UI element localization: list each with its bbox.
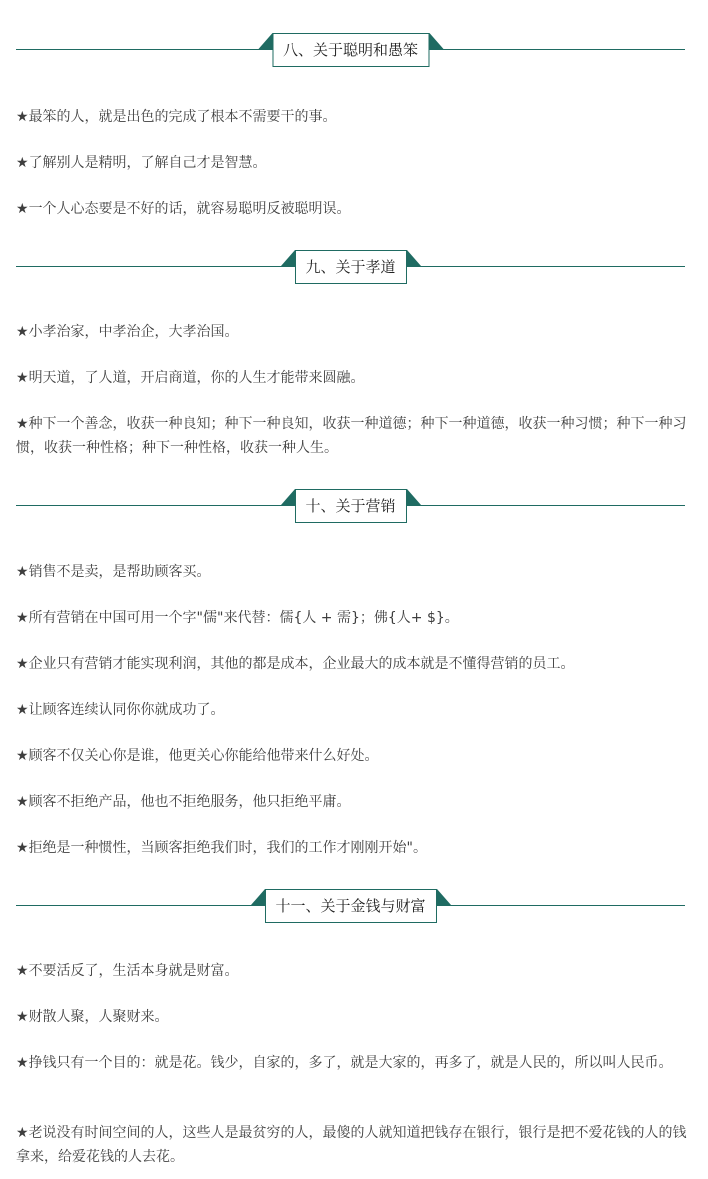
star-icon: ★ [16, 1125, 29, 1141]
star-icon: ★ [16, 564, 29, 580]
section-title: 十、关于营销 [294, 489, 406, 523]
heading-badge [258, 33, 443, 67]
list-item: ★销售不是卖，是帮助顾客买。 [16, 564, 211, 580]
star-icon: ★ [16, 109, 29, 125]
badge-left-tab [280, 489, 294, 505]
badge-right-tab [407, 489, 421, 505]
section-heading-9 [16, 250, 685, 284]
list-item: ★种下一个善念，收获一种良知；种下一种良知，收获一种道德；种下一种道德，收获一种习惯；种下一种习惯，收获一种性格；种下一种性格，收获一种人生。 [16, 416, 687, 456]
list-item: ★小孝治家，中孝治企，大孝治国。 [16, 324, 239, 340]
list-item: ★顾客不拒绝产品，他也不拒绝服务，他只拒绝平庸。 [16, 794, 351, 810]
badge-right-tab [407, 250, 421, 266]
badge-left-tab [280, 250, 294, 266]
section-title: 十一、关于金钱与财富 [264, 889, 436, 923]
star-icon: ★ [16, 656, 29, 672]
list-item: ★了解别人是精明，了解自己才是智慧。 [16, 155, 267, 171]
badge-left-tab [250, 889, 264, 905]
star-icon: ★ [16, 963, 29, 979]
list-item: ★一个人心态要是不好的话，就容易聪明反被聪明误。 [16, 201, 351, 217]
star-icon: ★ [16, 840, 29, 856]
star-icon: ★ [16, 370, 29, 386]
heading-badge [280, 489, 420, 523]
star-icon: ★ [16, 1055, 29, 1071]
list-item: ★不要活反了，生活本身就是财富。 [16, 963, 239, 979]
section-heading-8 [16, 33, 685, 67]
heading-badge [250, 889, 450, 923]
list-item: ★财散人聚，人聚财来。 [16, 1009, 169, 1025]
star-icon: ★ [16, 155, 29, 171]
star-icon: ★ [16, 702, 29, 718]
star-icon: ★ [16, 610, 29, 626]
badge-right-tab [437, 889, 451, 905]
star-icon: ★ [16, 1009, 29, 1025]
list-item: ★让顾客连续认同你你就成功了。 [16, 702, 225, 718]
list-item: ★顾客不仅关心你是谁，他更关心你能给他带来什么好处。 [16, 748, 379, 764]
star-icon: ★ [16, 748, 29, 764]
star-icon: ★ [16, 324, 29, 340]
section-heading-10 [16, 489, 685, 523]
list-item: ★老说没有时间空间的人，这些人是最贫穷的人，最傻的人就知道把钱存在银行，银行是把不爱花钱的人的钱拿来，给爱花钱的人去花。 [16, 1125, 687, 1165]
list-item: ★拒绝是一种惯性，当顾客拒绝我们时，我们的工作才刚刚开始"。 [16, 840, 428, 856]
section-heading-11 [16, 889, 685, 923]
heading-badge [280, 250, 420, 284]
list-item: ★最笨的人，就是出色的完成了根本不需要干的事。 [16, 109, 337, 125]
list-item: ★明天道，了人道，开启商道，你的人生才能带来圆融。 [16, 370, 365, 386]
star-icon: ★ [16, 201, 29, 217]
badge-right-tab [429, 33, 443, 49]
list-item: ★挣钱只有一个目的：就是花。钱少，自家的，多了，就是大家的，再多了，就是人民的，所以叫人民币。 [16, 1055, 673, 1071]
section-title: 八、关于聪明和愚笨 [272, 33, 429, 67]
section-title: 九、关于孝道 [294, 250, 406, 284]
star-icon: ★ [16, 416, 29, 432]
star-icon: ★ [16, 794, 29, 810]
badge-left-tab [258, 33, 272, 49]
list-item: ★所有营销在中国可用一个字"儒"来代替：儒{人 + 需}；佛{人+ $}。 [16, 610, 459, 626]
list-item: ★企业只有营销才能实现利润，其他的都是成本，企业最大的成本就是不懂得营销的员工。 [16, 656, 575, 672]
